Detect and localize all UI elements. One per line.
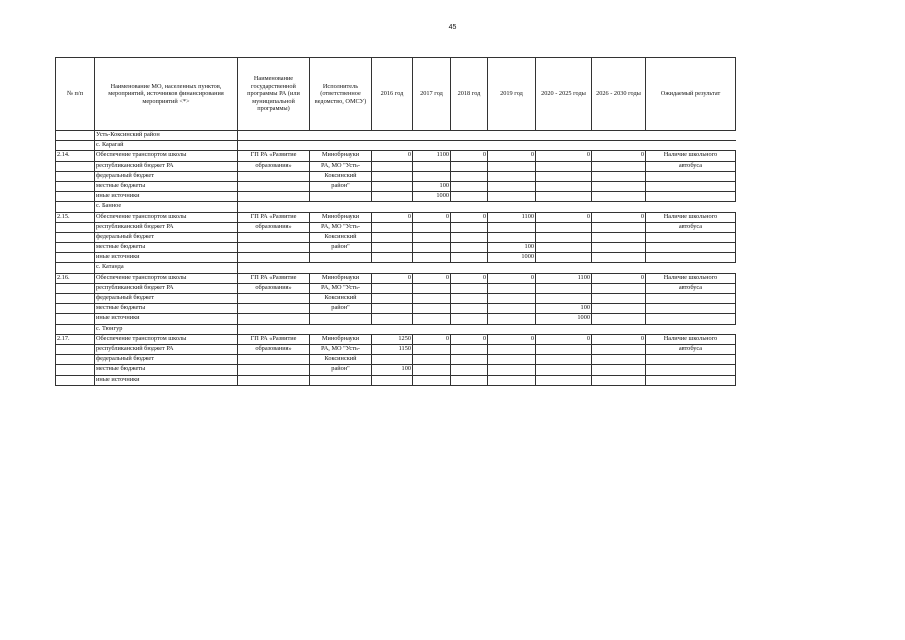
value-cell: [372, 375, 413, 385]
value-cell: [451, 192, 488, 202]
value-cell: [536, 161, 592, 171]
row-number: 2.15.: [56, 212, 95, 222]
row-number: [56, 344, 95, 354]
source-row: [56, 222, 736, 232]
empty-cell: [56, 202, 95, 212]
value-cell: [413, 222, 451, 232]
value-cell: 1100: [536, 273, 592, 283]
executor-cell: Минобрнауки: [310, 334, 372, 344]
value-cell: [536, 243, 592, 253]
row-number: 2.16.: [56, 273, 95, 283]
value-cell: [413, 375, 451, 385]
value-cell: [488, 232, 536, 242]
page-number: 45: [448, 24, 457, 31]
result-cell: Наличие школьного: [646, 334, 736, 344]
value-cell: [592, 355, 646, 365]
row-number: [56, 222, 95, 232]
value-cell: 0: [488, 334, 536, 344]
value-cell: [451, 365, 488, 375]
value-cell: 0: [536, 151, 592, 161]
result-cell: [646, 294, 736, 304]
value-cell: [372, 314, 413, 324]
value-cell: [592, 222, 646, 232]
value-cell: [413, 161, 451, 171]
value-cell: [536, 222, 592, 232]
value-cell: 0: [592, 212, 646, 222]
program-cell: образования»: [238, 161, 310, 171]
executor-cell: район": [310, 181, 372, 191]
measure-row: [56, 151, 736, 161]
source-row: [56, 294, 736, 304]
header-num: № п/п: [56, 58, 95, 131]
funding-source: республиканский бюджет РА: [95, 283, 238, 293]
program-cell: [238, 375, 310, 385]
value-cell: [372, 253, 413, 263]
value-cell: [592, 161, 646, 171]
row-number: [56, 314, 95, 324]
value-cell: 0: [488, 151, 536, 161]
district-row: [56, 131, 736, 141]
header-2018: 2018 год: [451, 58, 488, 131]
value-cell: [451, 344, 488, 354]
value-cell: 1000: [488, 253, 536, 263]
executor-cell: Коксинский: [310, 232, 372, 242]
program-cell: образования»: [238, 222, 310, 232]
value-cell: [488, 171, 536, 181]
value-cell: [413, 355, 451, 365]
row-number: [56, 375, 95, 385]
funding-source: местные бюджеты: [95, 304, 238, 314]
value-cell: [488, 192, 536, 202]
executor-cell: Минобрнауки: [310, 212, 372, 222]
value-cell: [413, 294, 451, 304]
value-cell: [536, 365, 592, 375]
value-cell: 1100: [488, 212, 536, 222]
value-cell: [488, 304, 536, 314]
value-cell: [592, 253, 646, 263]
result-cell: [646, 181, 736, 191]
village-name: с. Катанда: [95, 263, 238, 273]
value-cell: [488, 222, 536, 232]
funding-source: иные источники: [95, 253, 238, 263]
source-row: [56, 344, 736, 354]
value-cell: [488, 161, 536, 171]
value-cell: [451, 161, 488, 171]
value-cell: 100: [372, 365, 413, 375]
value-cell: [372, 171, 413, 181]
value-cell: [413, 283, 451, 293]
result-cell: автобуса: [646, 161, 736, 171]
executor-cell: [310, 192, 372, 202]
source-row: [56, 253, 736, 263]
value-cell: [488, 294, 536, 304]
value-cell: [451, 232, 488, 242]
value-cell: 0: [451, 151, 488, 161]
row-number: [56, 294, 95, 304]
result-cell: [646, 314, 736, 324]
program-cell: [238, 355, 310, 365]
value-cell: [536, 253, 592, 263]
header-2017: 2017 год: [413, 58, 451, 131]
village-name: с. Банное: [95, 202, 238, 212]
source-row: [56, 283, 736, 293]
executor-cell: Коксинский: [310, 171, 372, 181]
empty-cell: [238, 131, 736, 141]
executor-cell: Коксинский: [310, 294, 372, 304]
row-number: [56, 243, 95, 253]
empty-cell: [238, 324, 736, 334]
value-cell: [372, 355, 413, 365]
header-executor: Исполнитель (ответственное ведомство, ОМСУ): [310, 58, 372, 131]
result-cell: [646, 243, 736, 253]
value-cell: [451, 355, 488, 365]
result-cell: [646, 375, 736, 385]
value-cell: [372, 161, 413, 171]
program-cell: образования»: [238, 283, 310, 293]
value-cell: 0: [413, 273, 451, 283]
executor-cell: Минобрнауки: [310, 151, 372, 161]
executor-cell: район": [310, 243, 372, 253]
source-row: [56, 365, 736, 375]
executor-cell: [310, 253, 372, 263]
value-cell: 100: [536, 304, 592, 314]
measure-name: Обеспечение транспортом школы: [95, 151, 238, 161]
measures-table: [55, 57, 736, 386]
result-cell: автобуса: [646, 344, 736, 354]
district-name: Усть-Коксинский район: [95, 131, 238, 141]
value-cell: [451, 243, 488, 253]
value-cell: [536, 171, 592, 181]
measure-name: Обеспечение транспортом школы: [95, 212, 238, 222]
value-cell: [592, 344, 646, 354]
empty-cell: [238, 141, 736, 151]
value-cell: [592, 365, 646, 375]
executor-cell: РА, МО "Усть-: [310, 161, 372, 171]
header-name: Наименование МО, населенных пунктов, мероприятий, источников финансирования мероприятий <*>: [95, 58, 238, 131]
source-row: [56, 304, 736, 314]
value-cell: [592, 283, 646, 293]
value-cell: [488, 314, 536, 324]
funding-source: иные источники: [95, 192, 238, 202]
program-cell: [238, 314, 310, 324]
row-number: [56, 171, 95, 181]
value-cell: [413, 171, 451, 181]
funding-source: республиканский бюджет РА: [95, 161, 238, 171]
header-2019: 2019 год: [488, 58, 536, 131]
header-result: Ожидаемый результат: [646, 58, 736, 131]
result-cell: [646, 304, 736, 314]
executor-cell: район": [310, 365, 372, 375]
value-cell: [536, 232, 592, 242]
value-cell: [413, 314, 451, 324]
value-cell: 0: [592, 334, 646, 344]
value-cell: [488, 344, 536, 354]
empty-cell: [56, 141, 95, 151]
result-cell: [646, 171, 736, 181]
value-cell: [592, 375, 646, 385]
value-cell: 0: [592, 151, 646, 161]
measure-name: Обеспечение транспортом школы: [95, 273, 238, 283]
row-number: [56, 192, 95, 202]
program-cell: [238, 192, 310, 202]
result-cell: Наличие школьного: [646, 212, 736, 222]
row-number: 2.14.: [56, 151, 95, 161]
funding-source: местные бюджеты: [95, 243, 238, 253]
program-cell: [238, 294, 310, 304]
row-number: [56, 304, 95, 314]
value-cell: [592, 192, 646, 202]
measure-name: Обеспечение транспортом школы: [95, 334, 238, 344]
value-cell: 0: [372, 212, 413, 222]
value-cell: [451, 304, 488, 314]
executor-cell: Коксинский: [310, 355, 372, 365]
executor-cell: [310, 314, 372, 324]
funding-source: местные бюджеты: [95, 365, 238, 375]
empty-cell: [56, 131, 95, 141]
executor-cell: РА, МО "Усть-: [310, 222, 372, 232]
source-row: [56, 161, 736, 171]
source-row: [56, 314, 736, 324]
value-cell: [451, 253, 488, 263]
funding-source: республиканский бюджет РА: [95, 344, 238, 354]
funding-source: иные источники: [95, 314, 238, 324]
result-cell: автобуса: [646, 222, 736, 232]
result-cell: [646, 232, 736, 242]
funding-source: иные источники: [95, 375, 238, 385]
value-cell: [413, 365, 451, 375]
value-cell: 0: [413, 334, 451, 344]
village-row: [56, 263, 736, 273]
value-cell: [488, 365, 536, 375]
funding-source: федеральный бюджет: [95, 232, 238, 242]
measure-row: [56, 334, 736, 344]
result-cell: Наличие школьного: [646, 273, 736, 283]
source-row: [56, 181, 736, 191]
funding-source: федеральный бюджет: [95, 294, 238, 304]
value-cell: [451, 181, 488, 191]
row-number: [56, 253, 95, 263]
value-cell: [592, 294, 646, 304]
value-cell: 1000: [536, 314, 592, 324]
value-cell: [592, 314, 646, 324]
value-cell: 0: [451, 212, 488, 222]
measure-row: [56, 212, 736, 222]
source-row: [56, 232, 736, 242]
value-cell: [536, 375, 592, 385]
executor-cell: район": [310, 304, 372, 314]
source-row: [56, 243, 736, 253]
value-cell: [592, 181, 646, 191]
empty-cell: [238, 202, 736, 212]
value-cell: [488, 181, 536, 191]
program-cell: ГП РА «Развитие: [238, 273, 310, 283]
value-cell: [413, 253, 451, 263]
value-cell: [536, 294, 592, 304]
result-cell: [646, 355, 736, 365]
empty-cell: [56, 324, 95, 334]
program-cell: ГП РА «Развитие: [238, 334, 310, 344]
empty-cell: [238, 263, 736, 273]
empty-cell: [56, 263, 95, 273]
header-program: Наименование государственной программы РА (или муниципальной программы): [238, 58, 310, 131]
result-cell: [646, 365, 736, 375]
funding-source: федеральный бюджет: [95, 171, 238, 181]
value-cell: [592, 304, 646, 314]
value-cell: [536, 344, 592, 354]
result-cell: [646, 192, 736, 202]
program-cell: [238, 304, 310, 314]
measure-row: [56, 273, 736, 283]
value-cell: 0: [372, 273, 413, 283]
value-cell: [372, 283, 413, 293]
value-cell: [488, 283, 536, 293]
row-number: [56, 181, 95, 191]
source-row: [56, 171, 736, 181]
source-row: [56, 355, 736, 365]
executor-cell: Минобрнауки: [310, 273, 372, 283]
funding-source: местные бюджеты: [95, 181, 238, 191]
value-cell: [413, 232, 451, 242]
result-cell: автобуса: [646, 283, 736, 293]
value-cell: [592, 243, 646, 253]
value-cell: [451, 283, 488, 293]
program-cell: [238, 232, 310, 242]
program-cell: [238, 171, 310, 181]
value-cell: [451, 314, 488, 324]
header-2020-2025: 2020 - 2025 годы: [536, 58, 592, 131]
header-2026-2030: 2026 - 2030 годы: [592, 58, 646, 131]
village-row: [56, 324, 736, 334]
value-cell: 0: [413, 212, 451, 222]
value-cell: 0: [451, 334, 488, 344]
village-row: [56, 202, 736, 212]
value-cell: [372, 232, 413, 242]
value-cell: 1250: [372, 334, 413, 344]
header-2016: 2016 год: [372, 58, 413, 131]
value-cell: [372, 181, 413, 191]
row-number: [56, 365, 95, 375]
program-cell: [238, 365, 310, 375]
value-cell: [413, 243, 451, 253]
row-number: [56, 161, 95, 171]
row-number: [56, 355, 95, 365]
value-cell: 0: [536, 334, 592, 344]
value-cell: [536, 283, 592, 293]
program-cell: ГП РА «Развитие: [238, 151, 310, 161]
value-cell: 100: [488, 243, 536, 253]
value-cell: [536, 192, 592, 202]
executor-cell: РА, МО "Усть-: [310, 283, 372, 293]
value-cell: [372, 304, 413, 314]
value-cell: [372, 294, 413, 304]
value-cell: 1000: [413, 192, 451, 202]
result-cell: [646, 253, 736, 263]
source-row: [56, 192, 736, 202]
value-cell: [372, 222, 413, 232]
value-cell: [488, 355, 536, 365]
row-number: 2.17.: [56, 334, 95, 344]
executor-cell: [310, 375, 372, 385]
value-cell: [451, 222, 488, 232]
village-row: [56, 141, 736, 151]
value-cell: 0: [488, 273, 536, 283]
value-cell: 1100: [413, 151, 451, 161]
village-name: с. Тюнгур: [95, 324, 238, 334]
table-body: [56, 131, 736, 386]
program-cell: [238, 181, 310, 191]
result-cell: Наличие школьного: [646, 151, 736, 161]
funding-source: республиканский бюджет РА: [95, 222, 238, 232]
value-cell: [413, 344, 451, 354]
program-cell: [238, 243, 310, 253]
value-cell: [372, 192, 413, 202]
program-cell: образования»: [238, 344, 310, 354]
executor-cell: РА, МО "Усть-: [310, 344, 372, 354]
table-header-row: [56, 58, 736, 131]
value-cell: [372, 243, 413, 253]
value-cell: 1150: [372, 344, 413, 354]
value-cell: [451, 171, 488, 181]
value-cell: [536, 181, 592, 191]
value-cell: 0: [536, 212, 592, 222]
value-cell: [536, 355, 592, 365]
row-number: [56, 232, 95, 242]
village-name: с. Карагай: [95, 141, 238, 151]
value-cell: [451, 375, 488, 385]
funding-source: федеральный бюджет: [95, 355, 238, 365]
value-cell: [451, 294, 488, 304]
value-cell: 0: [592, 273, 646, 283]
value-cell: 0: [372, 151, 413, 161]
value-cell: 0: [451, 273, 488, 283]
value-cell: [413, 304, 451, 314]
value-cell: [488, 375, 536, 385]
value-cell: [592, 171, 646, 181]
row-number: [56, 283, 95, 293]
program-cell: ГП РА «Развитие: [238, 212, 310, 222]
program-cell: [238, 253, 310, 263]
source-row: [56, 375, 736, 385]
value-cell: [592, 232, 646, 242]
value-cell: 100: [413, 181, 451, 191]
